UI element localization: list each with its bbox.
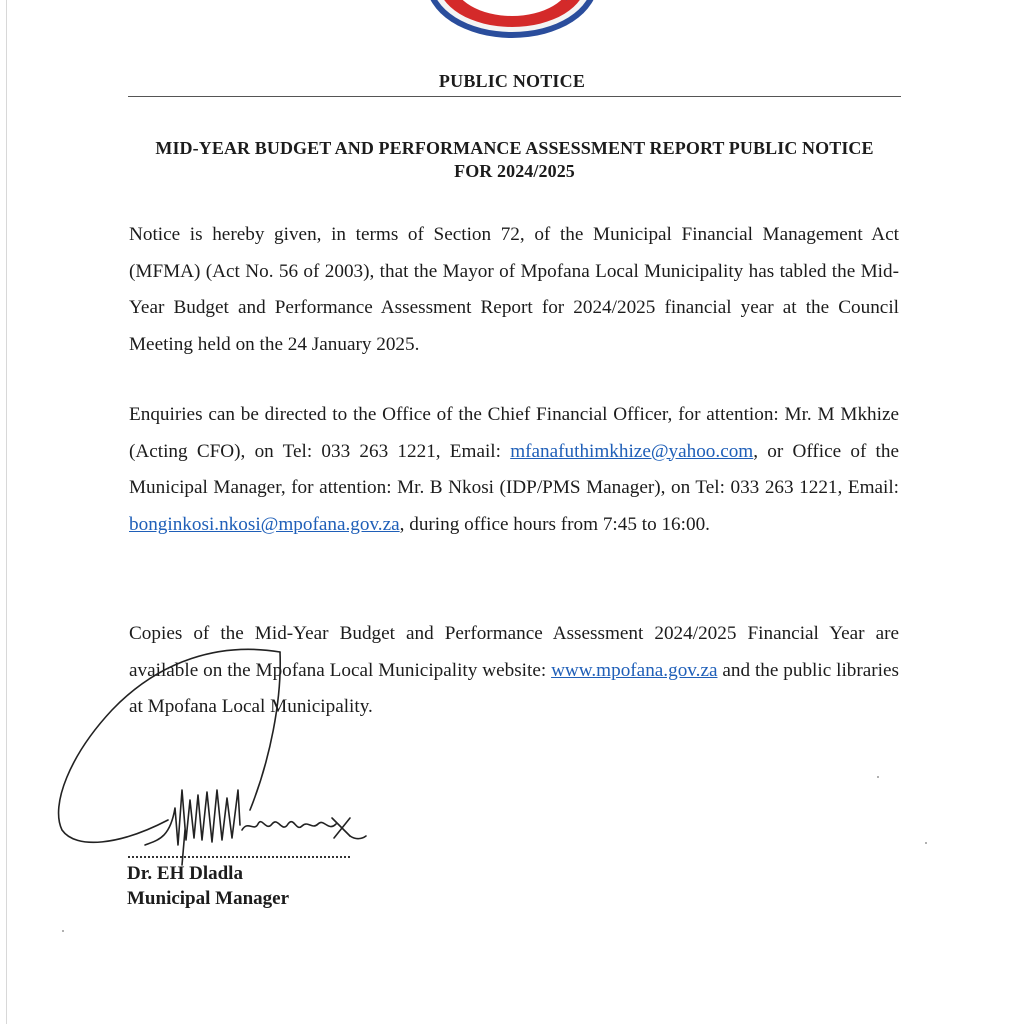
mm-email-link[interactable]: bonginkosi.nkosi@mpofana.gov.za	[129, 513, 400, 535]
title-line-2: FOR 2024/2025	[454, 161, 575, 181]
enquiries-text-a: Enquiries can be directed to the Office of the Chief Financial Officer, for attention: Mr. M Mkhize (Acting CFO), on Tel: 033 263 1221, Email:	[129, 404, 899, 462]
scan-speck	[925, 842, 927, 844]
enquiries-text-b: , or Office of the Municipal Manager, for attention: Mr. B Nkosi (IDP/PMS Manager), on Tel: 033 263 1221, Email:	[129, 440, 899, 499]
scan-speck	[62, 930, 64, 932]
paragraph-enquiries	[129, 397, 899, 543]
cfo-email-link[interactable]: mfanafuthimkhize@yahoo.com	[510, 440, 754, 462]
header-rule	[128, 96, 901, 97]
copies-text-a: Copies of the Mid-Year Budget and Performance Assessment 2024/2025 Financial Year are available on the Mpofana Local Municipality website:	[129, 623, 899, 681]
notice-title	[128, 137, 901, 183]
enquiries-text-c: , during office hours from 7:45 to 16:00.	[399, 513, 710, 535]
signer-name: Dr. EH Dladla	[127, 863, 243, 884]
scan-speck	[877, 776, 879, 778]
copies-text-b: and the public libraries at Mpofana Local Municipality.	[129, 659, 899, 718]
handwritten-signature	[50, 640, 370, 870]
paragraph-notice: Notice is hereby given, in terms of Section 72, of the Municipal Financial Management Act (MFMA) (Act No. 56 of 2003), that the Mayor of Mpofana Local Municipality has tabled the Mid-Year Budget and Performance Assessment Report for 2024/2025 financial year at the Council Meeting held on the 24 January 2025.	[129, 224, 899, 355]
signer-title: Municipal Manager	[127, 888, 290, 909]
website-link[interactable]: www.mpofana.gov.za	[551, 659, 718, 681]
municipal-seal	[418, 0, 606, 40]
notice-label: PUBLIC NOTICE	[438, 71, 586, 91]
page-edge	[6, 0, 7, 1024]
title-line-1: MID-YEAR BUDGET AND PERFORMANCE ASSESSMENT REPORT PUBLIC NOTICE	[155, 138, 874, 158]
